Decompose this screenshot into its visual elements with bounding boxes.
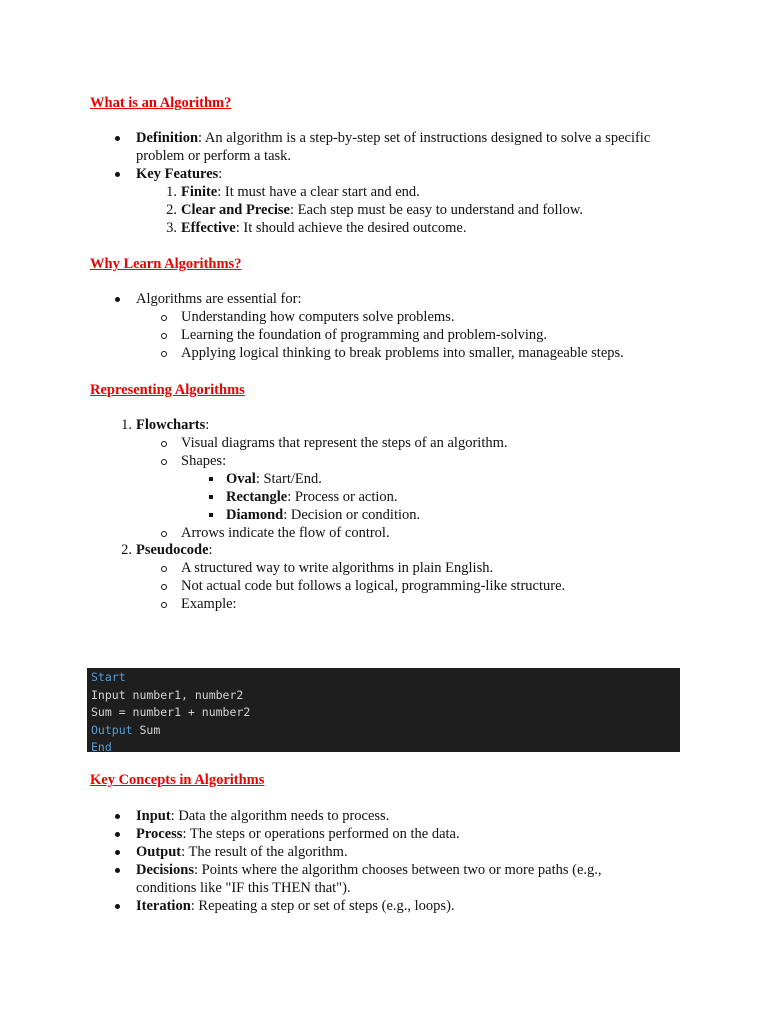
bullet-disc-icon [112,290,120,308]
concept-text-cont: conditions like "IF this THEN that"). [136,880,351,896]
list-item-concept [136,861,602,879]
list-item-flowchart-desc [181,434,508,452]
bullet-square-icon [205,470,213,488]
bullet-disc-icon [112,129,120,147]
term-definition: Definition [136,130,199,146]
shape-term: Rectangle [226,489,288,505]
shapes-label: Shapes: [181,453,227,469]
list-item-shapes [181,452,226,470]
list-item-concept [136,825,460,843]
code-line [91,722,676,740]
list-item-pseudocode [121,541,213,559]
bullet-square-icon [205,488,213,506]
shape-term: Diamond [226,507,284,523]
reason-text: Applying logical thinking to break problems into smaller, manageable steps. [181,345,624,361]
bullet-circle-icon [159,344,167,362]
concept-term: Process [136,826,183,842]
list-item-feature [166,219,467,237]
bullet-disc-icon [112,897,120,915]
list-item-pseudocode-point [181,595,237,613]
key-features-colon: : [218,166,223,182]
term-pseudocode: Pseudocode [136,542,209,558]
bullet-disc-icon [112,807,120,825]
feature-text: : Each step must be easy to understand and follow. [290,202,584,218]
list-item-pseudocode-point [181,577,565,595]
list-item-shape [226,470,322,488]
concept-text: : Points where the algorithm chooses between two or more paths (e.g., [194,862,602,878]
list-item-intro [136,290,302,308]
list-number: 1. [166,184,177,200]
list-number: 2. [121,542,132,558]
list-item-flowcharts [121,416,210,434]
bullet-disc-icon [112,843,120,861]
feature-term: Effective [181,220,236,236]
list-item-reason [181,308,454,326]
list-number: 1. [121,417,132,433]
definition-text-line1: : An algorithm is a step-by-step set of instructions designed to solve a specific [198,130,651,146]
code-text: Input number1, number2 [91,687,244,702]
heading-why-learn: Why Learn Algorithms? [90,256,242,272]
bullet-circle-icon [159,524,167,542]
bullet-circle-icon [159,452,167,470]
shape-text: : Decision or condition. [283,507,421,523]
bullet-disc-icon [112,825,120,843]
feature-text: : It must have a clear start and end. [217,184,420,200]
pseudocode-code-block [87,668,680,752]
flowchart-desc-text: Visual diagrams that represent the steps of an algorithm. [181,435,508,451]
shape-text: : Process or action. [287,489,398,505]
flowcharts-colon: : [205,417,210,433]
term-flowcharts: Flowcharts [136,417,206,433]
bullet-circle-icon [159,434,167,452]
feature-term: Finite [181,184,218,200]
term-key-features: Key Features [136,166,219,182]
pseudocode-point-text: Example: [181,596,237,612]
code-text: Sum [132,722,161,737]
heading-representing: Representing Algorithms [90,382,245,398]
concept-text: : Data the algorithm needs to process. [170,808,390,824]
definition-text-line2: problem or perform a task. [136,148,292,164]
code-line [91,704,676,722]
list-item-shape [226,506,420,524]
concept-text: : The steps or operations performed on the data. [182,826,460,842]
list-item-key-features [136,165,222,183]
concept-term: Iteration [136,898,191,914]
code-keyword: Start [91,670,126,684]
list-item-pseudocode-point [181,559,493,577]
bullet-circle-icon [159,559,167,577]
shape-term: Oval [226,471,256,487]
list-number: 2. [166,202,177,218]
code-keyword: Output [91,722,133,737]
reason-text: Understanding how computers solve problems. [181,309,455,325]
concept-text: : The result of the algorithm. [181,844,348,860]
why-intro-text: Algorithms are essential for: [136,291,302,307]
list-item-reason [181,344,624,362]
bullet-circle-icon [159,308,167,326]
feature-text: : It should achieve the desired outcome. [235,220,467,236]
list-item-concept-cont [136,879,351,897]
bullet-circle-icon [159,326,167,344]
list-item-concept [136,897,455,915]
concept-term: Decisions [136,862,194,878]
code-text: Sum = number1 + number2 [91,705,251,719]
list-item-definition [136,129,650,147]
list-item-definition-cont [136,147,291,165]
bullet-disc-icon [112,861,120,879]
code-line [91,687,676,705]
bullet-circle-icon [159,595,167,613]
reason-text: Learning the foundation of programming and problem-solving. [181,327,548,343]
bullet-square-icon [205,506,213,524]
shape-text: : Start/End. [255,471,322,487]
list-item-concept [136,807,389,825]
pseudocode-point-text: A structured way to write algorithms in plain English. [181,560,494,576]
pseudocode-colon: : [208,542,213,558]
bullet-circle-icon [159,577,167,595]
code-keyword: End [91,740,112,754]
concept-text: : Repeating a step or set of steps (e.g., loops). [190,898,455,914]
arrows-text: Arrows indicate the flow of control. [181,525,390,541]
feature-term: Clear and Precise [181,202,290,218]
concept-term: Input [136,808,171,824]
code-line [91,669,676,687]
list-item-concept [136,843,348,861]
pseudocode-point-text: Not actual code but follows a logical, programming-like structure. [181,578,566,594]
code-line [91,739,676,757]
list-item-reason [181,326,547,344]
heading-key-concepts: Key Concepts in Algorithms [90,772,265,788]
concept-term: Output [136,844,182,860]
list-item-arrows [181,524,390,542]
list-item-feature [166,201,584,219]
list-item-shape [226,488,398,506]
heading-what-is-algorithm: What is an Algorithm? [90,95,232,111]
list-item-feature [166,183,420,201]
list-number: 3. [166,220,177,236]
bullet-disc-icon [112,165,120,183]
